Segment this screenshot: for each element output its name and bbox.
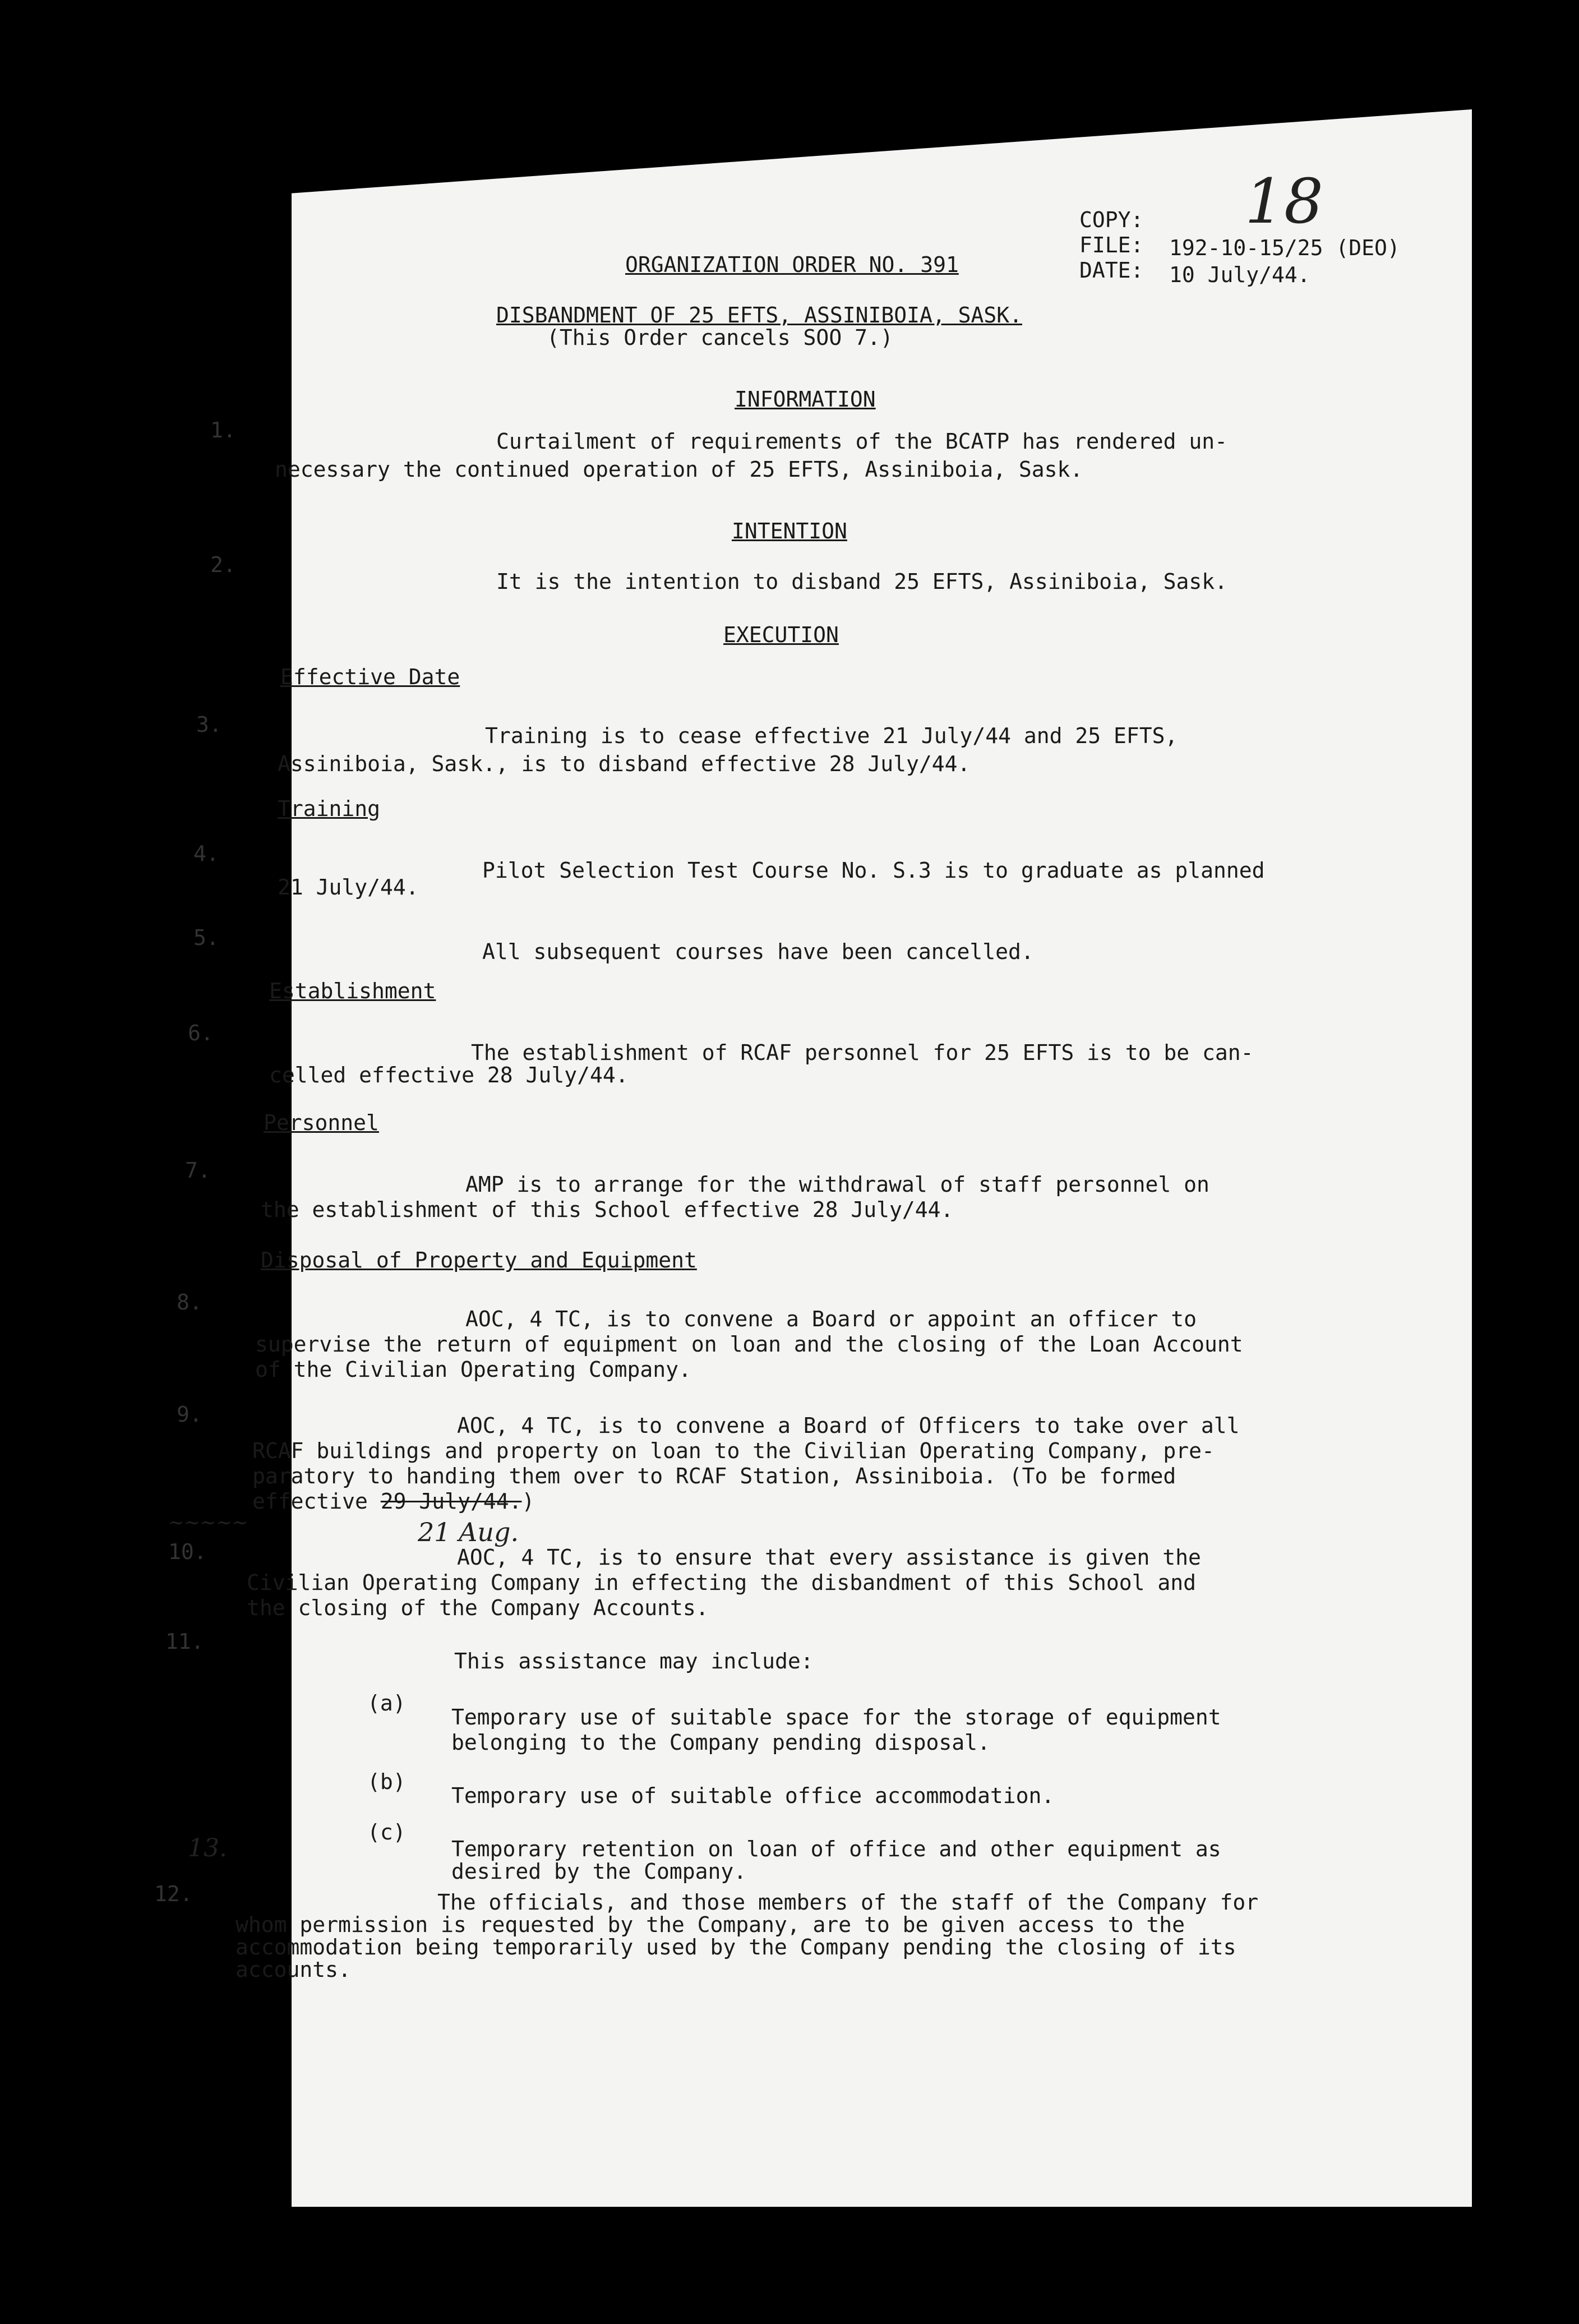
paragraph-number: 7. [185, 1158, 211, 1183]
effective-word: effective [252, 1489, 368, 1514]
order-title: ORGANIZATION ORDER NO. 391 [625, 252, 959, 277]
paragraph-text: whom permission is requested by the Company, are to be given access to the [236, 1912, 1185, 1937]
paragraph-number: 9. [177, 1402, 202, 1427]
section-intention: INTENTION [732, 519, 847, 543]
paragraph-text: The officials, and those members of the staff of the Company for [437, 1890, 1259, 1915]
punch-hole [157, 1974, 197, 2014]
punch-hole [160, 875, 200, 915]
item-text: Temporary retention on loan of office and other equipment as [451, 1837, 1221, 1861]
paragraph-text: paratory to handing them over to RCAF Station, Assiniboia. (To be formed [252, 1464, 1176, 1488]
paragraph-text: Pilot Selection Test Course No. S.3 is to graduate as planned [482, 858, 1265, 883]
item-label: (a) [367, 1691, 406, 1716]
punch-hole [199, 614, 239, 654]
heading-personnel: Personnel [264, 1110, 379, 1135]
item-label: (b) [367, 1769, 406, 1794]
paragraph-text: AMP is to arrange for the withdrawal of staff personnel on [465, 1172, 1209, 1197]
heading-effective-date: Effective Date [280, 665, 460, 689]
paragraph-text: accounts. [236, 1957, 351, 1982]
paragraph-text: AOC, 4 TC, is to convene a Board or appoint an officer to [465, 1307, 1197, 1331]
paragraph-text: AOC, 4 TC, is to convene a Board of Officers to take over all [457, 1413, 1240, 1438]
paragraph-text: of the Civilian Operating Company. [255, 1357, 691, 1382]
paragraph-text: This assistance may include: [454, 1649, 814, 1673]
paragraph-number: 3. [196, 712, 222, 737]
paragraph-text: All subsequent courses have been cancelled. [482, 939, 1034, 964]
paragraph-text: Civilian Operating Company in effecting the disbandment of this School and [247, 1570, 1196, 1595]
item-text: Temporary use of suitable office accommodation. [451, 1783, 1055, 1808]
paragraph-number: 4. [193, 841, 219, 866]
paragraph-text: 21 July/44. [278, 875, 419, 900]
item-text: belonging to the Company pending disposal. [451, 1730, 990, 1755]
paragraph-number: 8. [177, 1290, 202, 1315]
paragraph-number: 11. [165, 1629, 204, 1654]
order-subject: DISBANDMENT OF 25 EFTS, ASSINIBOIA, SASK. [496, 303, 1022, 328]
section-execution: EXECUTION [723, 622, 839, 647]
heading-establishment: Establishment [269, 979, 436, 1003]
margin-handwritten-number: 13. [188, 1834, 227, 1862]
paragraph-text: Training is to cease effective 21 July/44 and 25 EFTS, [485, 723, 1178, 748]
paragraph-number: 2. [210, 552, 236, 577]
margin-handwriting-scribble: ~~~~~ [168, 1511, 248, 1534]
paragraph-text: accommodation being temporarily used by the Company pending the closing of its [236, 1935, 1236, 1959]
paragraph-number: 12. [154, 1882, 193, 1906]
copy-number-handwritten: 18 [1245, 165, 1323, 237]
paragraph-text: Curtailment of requirements of the BCATP has rendered un- [496, 429, 1228, 454]
paragraph-text: the closing of the Company Accounts. [247, 1596, 709, 1620]
item-text: Temporary use of suitable space for the storage of equipment [451, 1705, 1221, 1730]
handwritten-date-correction: 21 Aug. [418, 1517, 519, 1547]
heading-training: Training [278, 796, 381, 821]
section-information: INFORMATION [735, 387, 876, 412]
copy-label: COPY: [1079, 208, 1144, 232]
item-text: desired by the Company. [451, 1859, 747, 1884]
item-label: (c) [367, 1820, 406, 1845]
paragraph-text-effective [252, 1489, 534, 1514]
paragraph-number: 10. [168, 1539, 207, 1564]
paragraph-number: 6. [188, 1021, 214, 1045]
order-cancels-note: (This Order cancels SOO 7.) [547, 325, 893, 350]
struck-date: 29 July/44. [380, 1489, 522, 1514]
closing-paren: ) [521, 1489, 535, 1514]
file-value: 192-10-15/25 (DEO) [1169, 236, 1400, 260]
paragraph-text: supervise the return of equipment on loan and the closing of the Loan Account [255, 1332, 1243, 1357]
paragraph-text: celled effective 28 July/44. [269, 1063, 629, 1087]
paragraph-text: the establishment of this School effective 28 July/44. [261, 1197, 954, 1222]
paragraph-text: It is the intention to disband 25 EFTS, Assiniboia, Sask. [496, 569, 1228, 594]
file-label: FILE: [1079, 233, 1144, 257]
paragraph-text: The establishment of RCAF personnel for 25 EFTS is to be can- [471, 1040, 1254, 1065]
paragraph-text: necessary the continued operation of 25 EFTS, Assiniboia, Sask. [275, 457, 1083, 482]
paragraph-text: AOC, 4 TC, is to ensure that every assistance is given the [457, 1545, 1201, 1570]
paragraph-number: 5. [193, 925, 219, 950]
date-value: 10 July/44. [1169, 262, 1310, 287]
paragraph-number: 1. [210, 418, 236, 442]
paragraph-text: Assiniboia, Sask., is to disband effective 28 July/44. [278, 751, 971, 776]
paragraph-text: RCAF buildings and property on loan to the Civilian Operating Company, pre- [252, 1438, 1215, 1463]
heading-disposal: Disposal of Property and Equipment [261, 1248, 697, 1272]
date-label: DATE: [1079, 258, 1144, 283]
